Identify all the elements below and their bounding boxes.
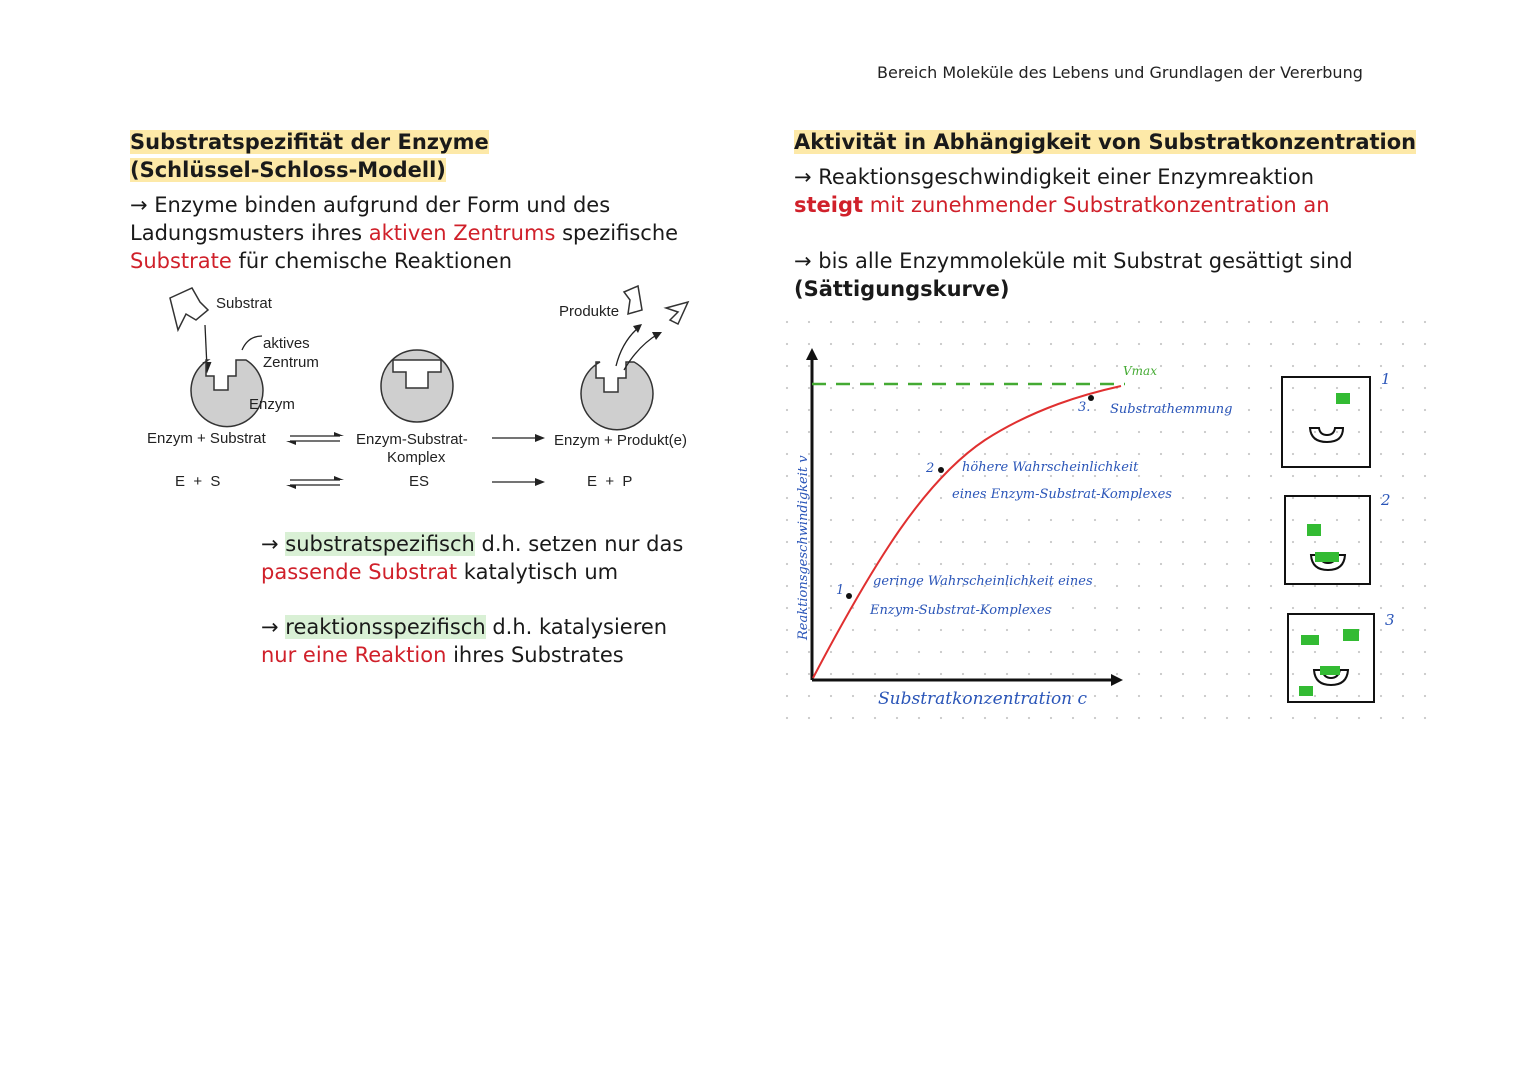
right-line1: → Reaktionsgeschwindigkeit einer Enzymreaktion [794, 165, 1315, 189]
right-line2: mit zunehmender Substratkonzentration an [863, 193, 1330, 217]
right-text [794, 163, 1434, 303]
intro-text: für chemische Reaktionen [231, 249, 513, 273]
eq-short-ep: E + P [587, 473, 633, 490]
product-shape-1 [624, 286, 642, 314]
point-red-text: nur eine Reaktion [261, 643, 447, 667]
point-text: katalytisch um [457, 560, 619, 584]
label-aktives: aktives [263, 335, 310, 352]
enzyme-shape-3 [581, 362, 653, 430]
eq-enzym-substrat: Enzym + Substrat [147, 430, 266, 447]
box-label-3: 3 [1385, 611, 1395, 629]
label-produkte: Produkte [559, 303, 620, 320]
box-label-1: 1 [1381, 370, 1391, 388]
intro-text: → Enzyme binden aufgrund der Form und des [130, 193, 611, 217]
saturation-graph [785, 320, 1435, 720]
arrow-text: → [261, 532, 286, 556]
product-shape-2 [666, 302, 688, 324]
label-enzym: Enzym [249, 396, 295, 413]
left-intro [130, 191, 750, 275]
graph-note-1b: Enzym-Substrat-Komplexes [870, 603, 1052, 618]
box-label-2: 2 [1381, 491, 1391, 509]
right-saettigungskurve: (Sättigungskurve) [794, 277, 1010, 301]
point-reaktionsspezifisch [261, 613, 741, 669]
graph-marker-1: 1 [836, 583, 845, 598]
label-zentrum: Zentrum [263, 354, 319, 371]
enzyme-shape-1 [191, 360, 263, 427]
graph-xlabel: Substratkonzentration c [878, 689, 1088, 709]
graph-vmax: Vmax [1123, 364, 1157, 378]
intro-text: spezifische [555, 221, 679, 245]
right-title-text: Aktivität in Abhängigkeit von Substratkonzentration [794, 130, 1417, 154]
lock-key-diagram [130, 280, 730, 500]
intro-red-term: aktiven Zentrums [368, 221, 556, 245]
arrow-text: → [261, 615, 286, 639]
eq-enzym-produkt: Enzym + Produkt(e) [554, 432, 687, 449]
intro-text: Ladungsmusters ihres [130, 221, 369, 245]
point-text: d.h. katalysieren [485, 615, 668, 639]
intro-red-term: Substrate [130, 249, 232, 273]
left-title-line2: (Schlüssel-Schloss-Modell) [130, 158, 446, 182]
eq-short-complex: ES [409, 473, 430, 490]
graph-note-2b: eines Enzym-Substrat-Komplexes [952, 487, 1172, 502]
graph-marker-3: 3. [1078, 400, 1091, 415]
point-text: d.h. setzen nur das [474, 532, 684, 556]
term-reaktionsspezifisch: reaktionsspezifisch [285, 615, 486, 639]
eq-short-es: E + S [175, 473, 221, 490]
right-line3: → bis alle Enzymmoleküle mit Substrat gesättigt sind [794, 249, 1353, 273]
eq-complex-line1: Enzym-Substrat- [356, 431, 468, 448]
substrate-shape [170, 288, 208, 330]
graph-note-3: Substrathemmung [1110, 402, 1233, 417]
label-substrat: Substrat [216, 295, 272, 312]
term-substratspezifisch: substratspezifisch [285, 532, 475, 556]
point-substratspezifisch [261, 530, 741, 586]
eq-complex-line2: Komplex [387, 449, 446, 466]
graph-marker-2: 2 [926, 461, 935, 476]
right-steigt: steigt [794, 193, 864, 217]
right-title [794, 128, 1416, 156]
left-title-line1: Substratspezifität der Enzyme [130, 130, 489, 154]
graph-note-1a: geringe Wahrscheinlichkeit eines [873, 574, 1093, 589]
graph-note-2a: höhere Wahrscheinlichkeit [962, 460, 1139, 475]
left-title [130, 128, 489, 184]
page-header: Bereich Moleküle des Lebens und Grundlagen der Vererbung [877, 63, 1363, 82]
point-red-text: passende Substrat [261, 560, 458, 584]
point-text: ihres Substrates [446, 643, 624, 667]
graph-ylabel: Reaktionsgeschwindigkeit v [796, 455, 811, 640]
